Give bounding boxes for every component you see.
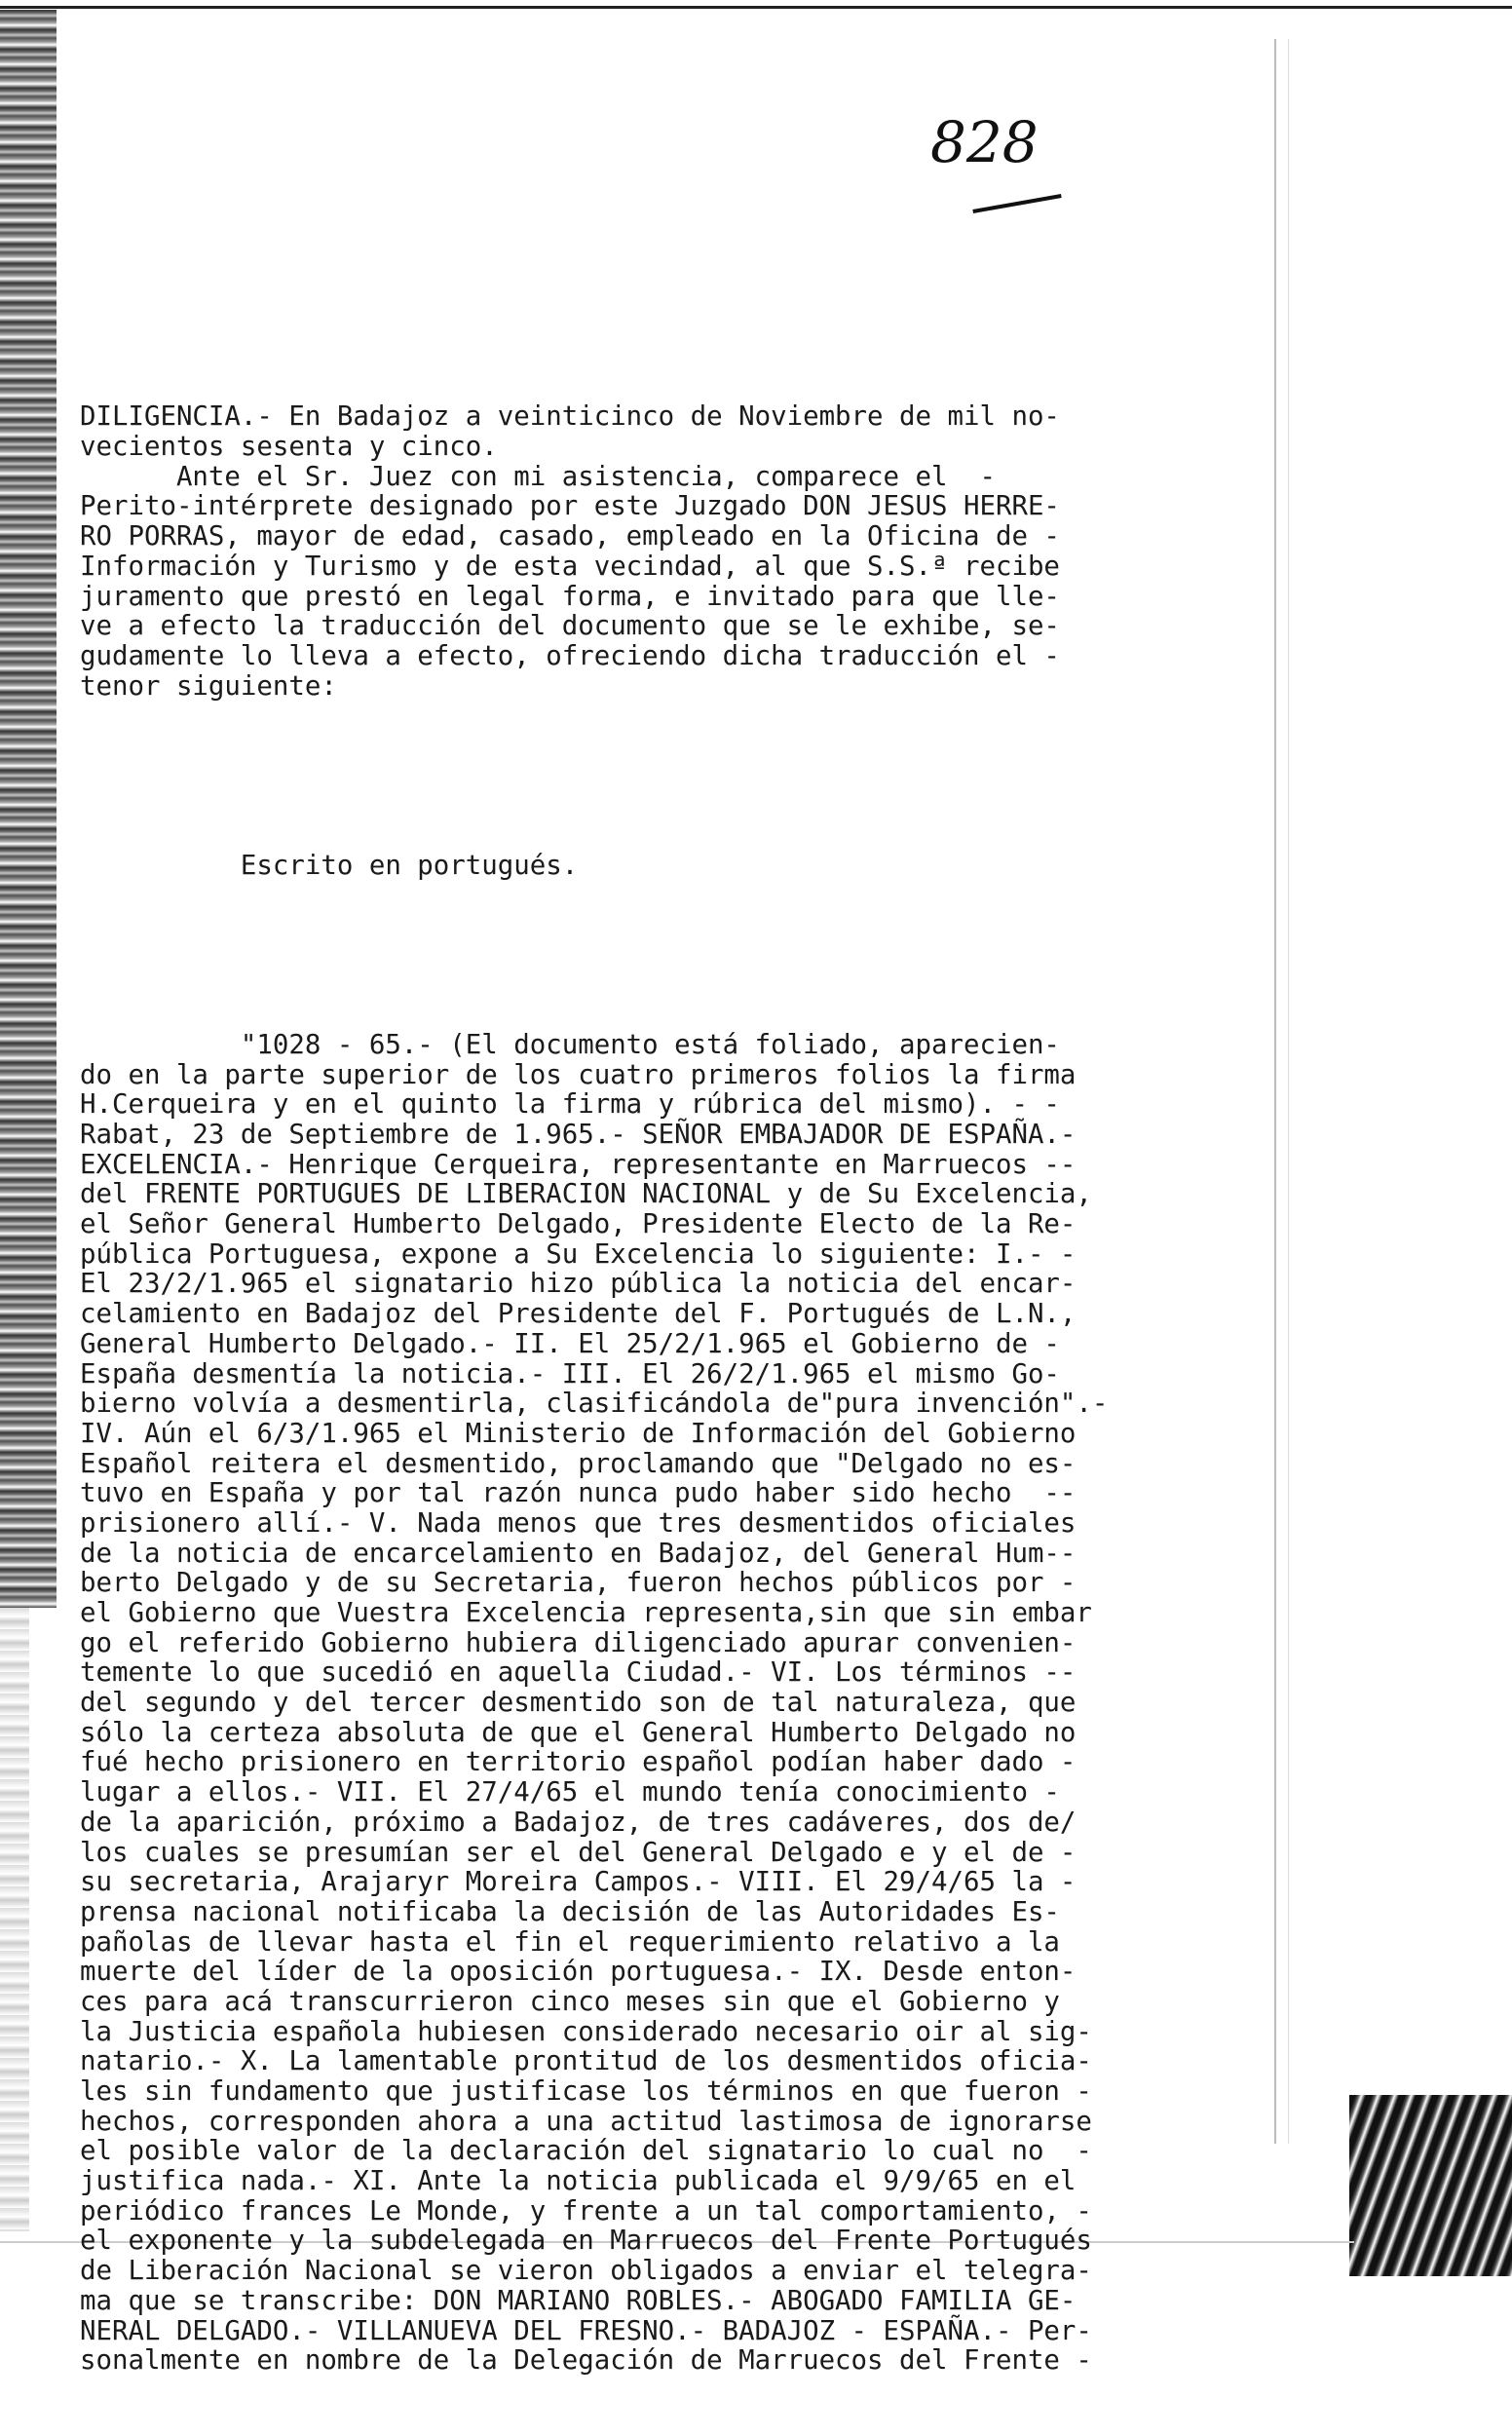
text-line: muerte del líder de la oposición portuguesa.- IX. Desde enton-	[80, 1957, 1077, 1988]
text-line: justifica nada.- XI. Ante la noticia publicada el 9/9/65 en el	[80, 2166, 1077, 2197]
translation-paragraph	[80, 1031, 1270, 2377]
text-line: pañolas de llevar hasta el fin el requerimiento relativo a la	[80, 1926, 1060, 1958]
blank-line	[80, 941, 1270, 971]
text-line: Ante el Sr. Juez con mi asistencia, comparece el -	[80, 461, 996, 492]
text-line: General Humberto Delgado.- II. El 25/2/1.965 el Gobierno de -	[80, 1328, 1060, 1359]
text-line: H.Cerqueira y en el quinto la firma y rúbrica del mismo). - -	[80, 1089, 1060, 1121]
text-line: tuvo en España y por tal razón nunca pudo haber sido hecho --	[80, 1478, 1077, 1509]
document-body	[80, 343, 1270, 2436]
scanned-left-edge-lower	[0, 1608, 29, 2231]
text-line: natario.- X. La lamentable prontitud de los desmentidos oficia-	[80, 2046, 1092, 2077]
text-line: gudamente lo lleva a efecto, ofreciendo dicha traducción el -	[80, 640, 1060, 671]
text-line: NERAL DELGADO.- VILLANUEVA DEL FRESNO.- BADAJOZ - ESPAÑA.- Per-	[80, 2315, 1092, 2346]
text-line: RO PORRAS, mayor de edad, casado, empleado en la Oficina de -	[80, 521, 1060, 552]
text-line: Información y Turismo y de esta vecindad, al que S.S.ª recibe	[80, 551, 1060, 582]
text-line: el Gobierno que Vuestra Excelencia representa,sin que sin embar	[80, 1598, 1092, 1629]
text-line: Español reitera el desmentido, proclamando que "Delgado no es-	[80, 1448, 1077, 1479]
text-line: juramento que prestó en legal forma, e invitado para que lle-	[80, 581, 1060, 612]
text-line: les sin fundamento que justificase los términos en que fueron -	[80, 2076, 1092, 2108]
text-line: "1028 - 65.- (El documento está foliado, aparecien-	[80, 1029, 1060, 1060]
text-line: fué hecho prisionero en territorio español podían haber dado -	[80, 1747, 1077, 1778]
text-line: pública Portuguesa, expone a Su Excelencia lo siguiente: I.- -	[80, 1238, 1077, 1270]
text-line: do en la parte superior de los cuatro primeros folios la firma	[80, 1059, 1077, 1090]
text-line: Perito-intérprete designado por este Juzgado DON JESUS HERRE-	[80, 491, 1060, 522]
text-line: celamiento en Badajoz del Presidente del F. Portugués de L.N.,	[80, 1299, 1077, 1330]
section-heading: Escrito en portugués.	[80, 850, 579, 881]
handwritten-page-number: 828	[930, 109, 1039, 175]
text-line: tenor siguiente:	[80, 670, 337, 702]
text-line: temente lo que sucedió en aquella Ciudad.- VI. Los términos --	[80, 1657, 1077, 1689]
text-line: bierno volvía a desmentirla, clasificándola de"pura invención".-	[80, 1389, 1109, 1420]
text-line: del FRENTE PORTUGUES DE LIBERACION NACIONAL y de Su Excelencia,	[80, 1179, 1092, 1210]
scanned-left-edge	[0, 10, 57, 1608]
right-margin-line	[1274, 39, 1276, 2144]
text-line: la Justicia española hubiesen considerado necesario oir al sig-	[80, 2016, 1092, 2047]
text-line: vecientos sesenta y cinco.	[80, 432, 498, 463]
text-line: el Señor General Humberto Delgado, Presidente Electo de la Re-	[80, 1209, 1077, 1240]
diligence-paragraph	[80, 402, 1270, 702]
text-line: IV. Aún el 6/3/1.965 el Ministerio de Información del Gobierno	[80, 1418, 1077, 1449]
top-border-line	[0, 6, 1512, 9]
text-line: El 23/2/1.965 el signatario hizo pública la noticia del encar-	[80, 1269, 1077, 1300]
text-line: DILIGENCIA.- En Badajoz a veinticinco de Noviembre de mil no-	[80, 401, 1060, 433]
text-line: ces para acá transcurrieron cinco meses sin que el Gobierno y	[80, 1986, 1060, 2017]
text-line: el posible valor de la declaración del signatario lo cual no -	[80, 2136, 1092, 2167]
text-line: su secretaria, Arajaryr Moreira Campos.- VIII. El 29/4/65 la -	[80, 1867, 1077, 1898]
text-line: ma que se transcribe: DON MARIANO ROBLES.- ABOGADO FAMILIA GE-	[80, 2285, 1077, 2316]
text-line: de Liberación Nacional se vieron obligados a enviar el telegra-	[80, 2256, 1092, 2287]
text-line: prisionero allí.- V. Nada menos que tres desmentidos oficiales	[80, 1507, 1077, 1539]
text-line: lugar a ellos.- VII. El 27/4/65 el mundo tenía conocimiento -	[80, 1777, 1060, 1808]
right-margin-line-faint	[1288, 39, 1289, 2144]
text-line: los cuales se presumían ser el del General Delgado e y el de -	[80, 1837, 1077, 1868]
text-line: de la aparición, próximo a Badajoz, de tres cadáveres, dos de/	[80, 1807, 1077, 1838]
text-line: España desmentía la noticia.- III. El 26/2/1.965 el mismo Go-	[80, 1358, 1060, 1389]
text-line: Rabat, 23 de Septiembre de 1.965.- SEÑOR EMBAJADOR DE ESPAÑA.-	[80, 1120, 1077, 1151]
text-line: periódico frances Le Monde, y frente a un tal comportamiento, -	[80, 2195, 1092, 2227]
blank-line	[80, 762, 1270, 792]
text-line: el exponente y la subdelegada en Marruecos del Frente Portugués	[80, 2226, 1092, 2257]
corner-scan-artifact	[1349, 2095, 1512, 2276]
text-line: go el referido Gobierno hubiera diligenciado apurar convenien-	[80, 1627, 1077, 1658]
text-line: sólo la certeza absoluta de que el General Humberto Delgado no	[80, 1717, 1077, 1748]
text-line: EXCELENCIA.- Henrique Cerqueira, representante en Marruecos --	[80, 1149, 1077, 1180]
text-line: hechos, corresponden ahora a una actitud lastimosa de ignorarse	[80, 2106, 1092, 2137]
text-line: sonalmente en nombre de la Delegación de Marruecos del Frente -	[80, 2345, 1092, 2377]
text-line: del segundo y del tercer desmentido son de tal naturaleza, que	[80, 1688, 1077, 1719]
text-line: de la noticia de encarcelamiento en Badajoz, del General Hum--	[80, 1538, 1077, 1569]
text-line: ve a efecto la traducción del documento que se le exhibe, se-	[80, 611, 1060, 642]
text-line: prensa nacional notificaba la decisión de las Autoridades Es-	[80, 1896, 1060, 1927]
text-line: berto Delgado y de su Secretaria, fueron hechos públicos por -	[80, 1568, 1077, 1599]
